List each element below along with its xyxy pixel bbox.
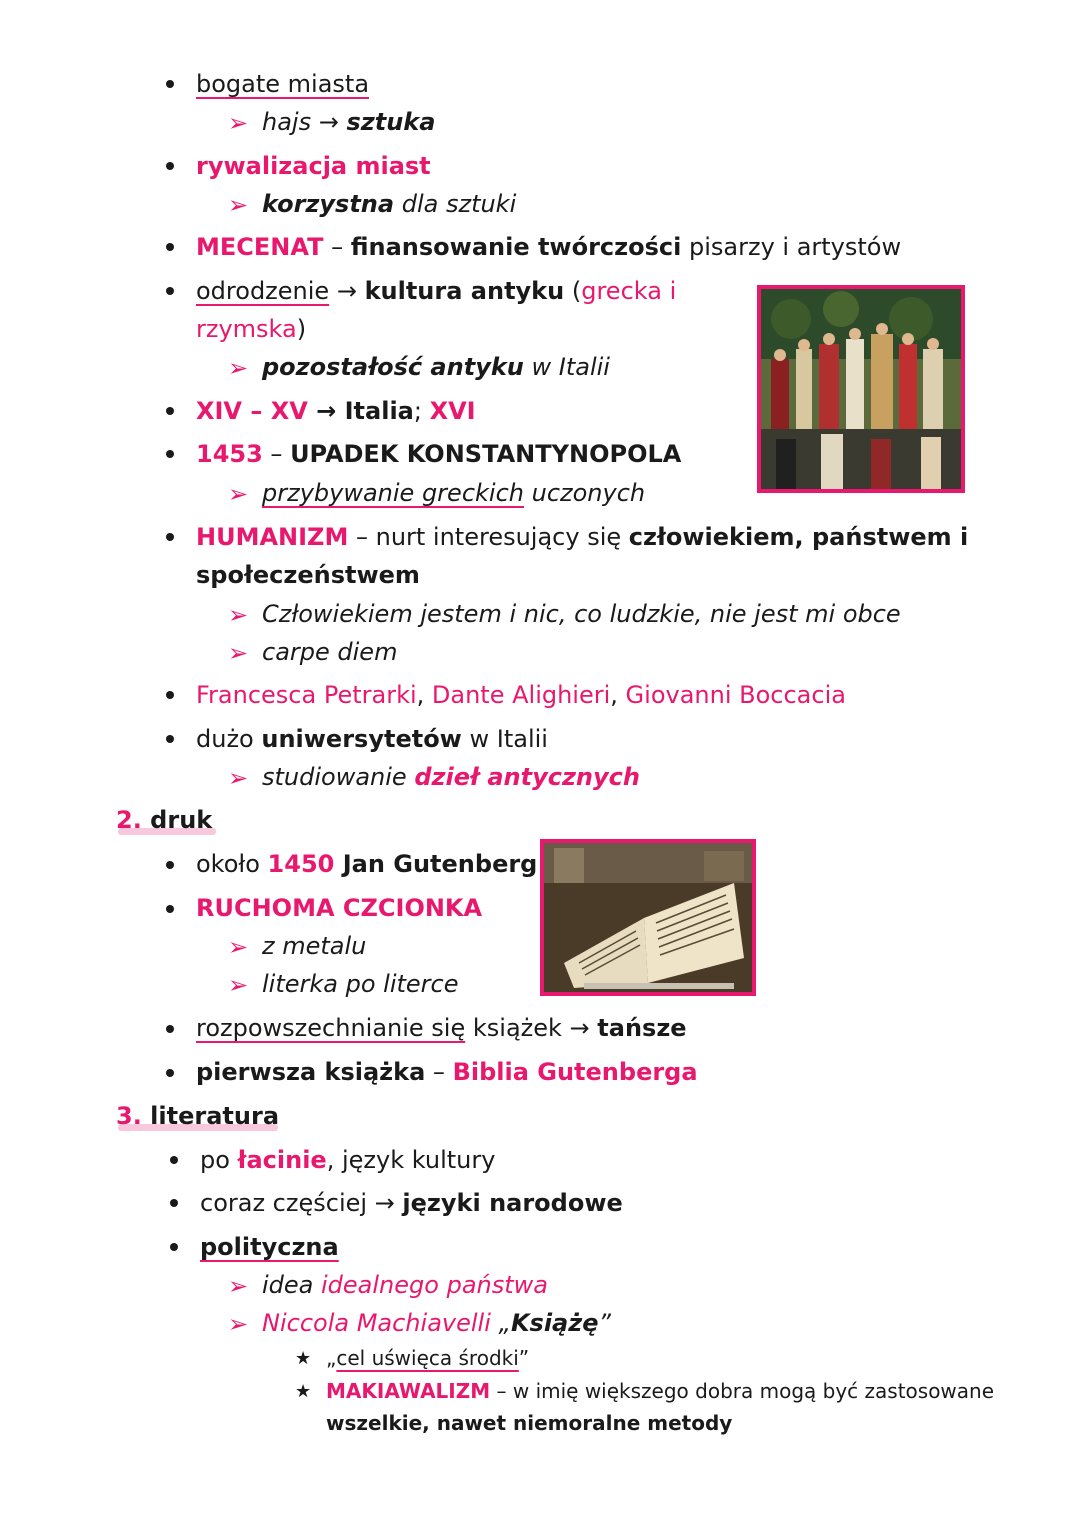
arrow-bullet-icon: ➢ xyxy=(228,933,249,961)
bullet xyxy=(170,1156,178,1164)
list-subitem: korzystna dla sztuki xyxy=(262,190,517,218)
section-heading-druk: 2. druk xyxy=(116,806,213,834)
bullet xyxy=(166,450,174,458)
arrow-bullet-icon: ➢ xyxy=(228,191,249,219)
renaissance-painting-image xyxy=(757,285,965,493)
list-item: po łacinie, język kultury xyxy=(200,1146,496,1174)
list-subsubitem: MAKIAWALIZM – w imię większego dobra mogą być zastosowane xyxy=(326,1379,995,1403)
list-item: odrodzenie → kultura antyku (grecka i xyxy=(196,277,677,305)
section-heading-literatura: 3. literatura xyxy=(116,1102,280,1130)
bullet xyxy=(166,287,174,295)
list-subitem: idea idealnego państwa xyxy=(262,1271,548,1299)
arrow-bullet-icon: ➢ xyxy=(228,601,249,629)
list-subitem: Niccola Machiavelli „Książę” xyxy=(262,1309,611,1337)
bullet xyxy=(166,735,174,743)
list-subsubitem: „cel uświęca środki” xyxy=(326,1346,530,1370)
arrow-bullet-icon: ➢ xyxy=(228,1310,249,1338)
bullet xyxy=(166,80,174,88)
bullet xyxy=(166,243,174,251)
list-item: bogate miasta xyxy=(196,70,370,98)
star-bullet-icon: ★ xyxy=(295,1381,312,1402)
arrow-bullet-icon: ➢ xyxy=(228,480,249,508)
arrow-bullet-icon: ➢ xyxy=(228,354,249,382)
list-item: Francesca Petrarki, Dante Alighieri, Giovanni Boccacia xyxy=(196,681,846,709)
bullet xyxy=(166,533,174,541)
bullet xyxy=(166,407,174,415)
arrow-bullet-icon: ➢ xyxy=(228,971,249,999)
bullet xyxy=(166,1025,174,1033)
bullet xyxy=(170,1199,178,1207)
list-item: rozpowszechnianie się książek → tańsze xyxy=(196,1014,687,1042)
list-item-continuation: rzymska) xyxy=(196,315,307,343)
list-subitem: hajs → sztuka xyxy=(262,108,436,136)
bullet xyxy=(166,1069,174,1077)
list-item: około 1450 Jan Gutenberg xyxy=(196,850,538,878)
arrow-bullet-icon: ➢ xyxy=(228,1272,249,1300)
list-item-continuation: społeczeństwem xyxy=(196,561,420,589)
arrow-bullet-icon: ➢ xyxy=(228,764,249,792)
bullet xyxy=(166,905,174,913)
bullet xyxy=(166,691,174,699)
list-subitem: carpe diem xyxy=(262,638,398,666)
list-item: HUMANIZM – nurt interesujący się człowiekiem, państwem i xyxy=(196,523,969,551)
list-item: pierwsza książka – Biblia Gutenberga xyxy=(196,1058,698,1086)
list-item: RUCHOMA CZCIONKA xyxy=(196,894,483,922)
list-item: 1453 – UPADEK KONSTANTYNOPOLA xyxy=(196,440,682,468)
list-subitem: literka po literce xyxy=(262,970,459,998)
arrow-bullet-icon: ➢ xyxy=(228,639,249,667)
gutenberg-bible-image xyxy=(540,839,756,996)
list-item: dużo uniwersytetów w Italii xyxy=(196,725,548,753)
list-item: coraz częściej → języki narodowe xyxy=(200,1189,623,1217)
list-item: polityczna xyxy=(200,1233,339,1261)
list-item: rywalizacja miast xyxy=(196,152,431,180)
list-item: XIV – XV → Italia; XVI xyxy=(196,397,476,425)
arrow-bullet-icon: ➢ xyxy=(228,109,249,137)
list-subitem: z metalu xyxy=(262,932,367,960)
star-bullet-icon: ★ xyxy=(295,1348,312,1369)
list-subsubitem-continuation: wszelkie, nawet niemoralne metody xyxy=(326,1411,733,1435)
list-subitem: Człowiekiem jestem i nic, co ludzkie, nie jest mi obce xyxy=(262,600,901,628)
list-item: MECENAT – finansowanie twórczości pisarzy i artystów xyxy=(196,233,902,261)
bullet xyxy=(166,861,174,869)
bullet xyxy=(170,1243,178,1251)
bullet xyxy=(166,162,174,170)
list-subitem: studiowanie dzieł antycznych xyxy=(262,763,640,791)
list-subitem: pozostałość antyku w Italii xyxy=(262,353,610,381)
list-subitem: przybywanie greckich uczonych xyxy=(262,479,646,507)
